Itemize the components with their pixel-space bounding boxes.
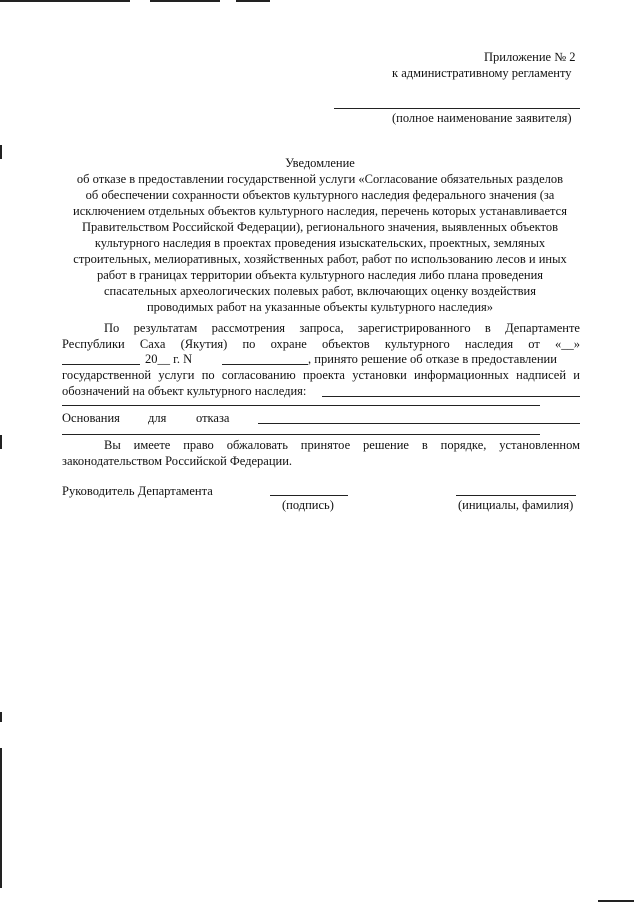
notice-line: об обеспечении сохранности объектов культурного наследия федерального значения (за (85, 188, 555, 202)
appeal-line-2: законодательством Российской Федерации. (62, 454, 293, 468)
body-year-number: 20__ г. N (145, 352, 193, 366)
appeal-line-1: Вы имеете право обжаловать принятое решение в порядке, установленном (104, 438, 580, 452)
object-blank (322, 396, 580, 397)
notice-line: проводимых работ на указанные объекты культурного наследия» (146, 300, 494, 314)
notice-subject (0, 171, 640, 315)
body-line-4: государственной услуги по согласованию проекта установки информационных надписей и (62, 368, 580, 382)
signature-line (270, 495, 348, 496)
scan-mark-top (150, 0, 220, 2)
notice-line: работ в границах территории объекта культурного наследия либо плана проведения (96, 268, 544, 282)
applicant-caption: (полное наименование заявителя) (392, 111, 572, 125)
scan-mark-top (236, 0, 270, 2)
notice-line: исключением отдельных объектов культурного наследия, перечень которых устанавливается (73, 204, 567, 218)
object-blank-2 (62, 405, 540, 406)
name-line (456, 495, 576, 496)
notice-line: спасательных археологических полевых работ, включающих оценку воздействия (104, 284, 536, 298)
appendix-regulation: к административному регламенту (392, 66, 572, 80)
grounds-word: Основания (62, 411, 120, 425)
applicant-name-line (334, 108, 580, 109)
notice-line: об отказе в предоставлении государственной услуги «Согласование обязательных разделов (76, 172, 564, 186)
notice-title: Уведомление (285, 156, 355, 170)
scan-mark-left (0, 712, 2, 722)
grounds-blank (258, 423, 580, 424)
name-caption: (инициалы, фамилия) (458, 498, 574, 512)
scan-mark-left (0, 748, 2, 888)
scan-mark-bottom (598, 900, 634, 902)
notice-line: Правительством Российской Федерации), регионального значения, выявленных объектов (82, 220, 558, 234)
notice-line: культурного наследия в проектах проведения изыскательских, проектных, земляных (94, 236, 546, 250)
date-blank (62, 364, 140, 365)
body-decision: , принято решение об отказе в предоставлении (308, 352, 557, 366)
body-line-2: Республики Саха (Якутия) по охране объектов культурного наследия от «__» (62, 337, 580, 351)
grounds-word: для (148, 411, 167, 425)
body-line-1: По результатам рассмотрения запроса, зарегистрированного в Департаменте (104, 321, 580, 335)
grounds-word: отказа (196, 411, 230, 425)
grounds-blank-2 (62, 434, 540, 435)
number-blank (222, 364, 308, 365)
signatory-role: Руководитель Департамента (62, 484, 213, 498)
notice-line: строительных, мелиоративных, хозяйственных работ, работ по использованию лесов и иных (73, 252, 567, 266)
body-line-5: обозначений на объект культурного наследия: (62, 384, 307, 398)
scan-mark-left (0, 435, 2, 449)
signature-caption: (подпись) (282, 498, 334, 512)
scan-mark-top (0, 0, 130, 2)
appendix-number: Приложение № 2 (484, 50, 576, 64)
